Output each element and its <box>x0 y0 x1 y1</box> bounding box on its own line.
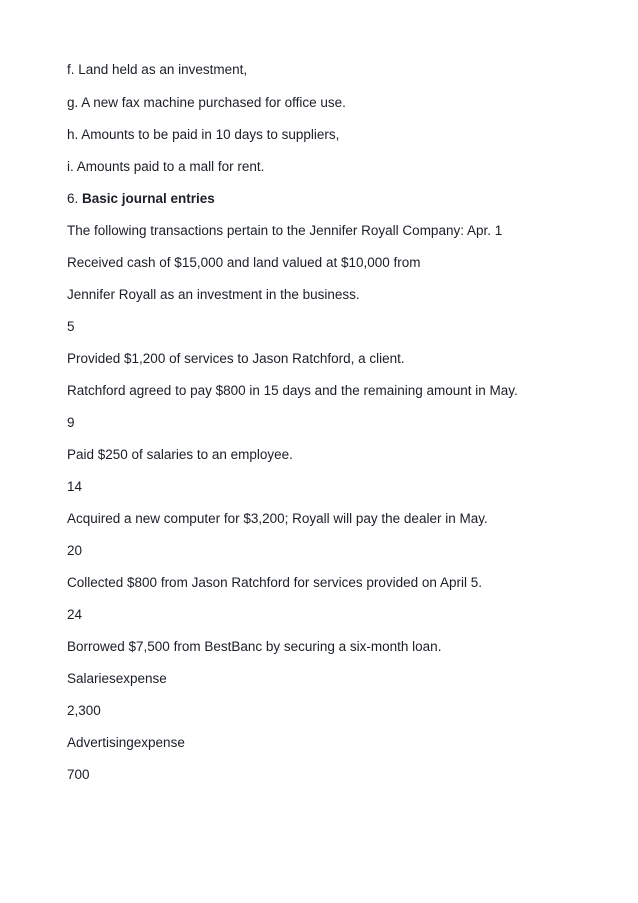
section-title: Basic journal entries <box>82 191 215 206</box>
text-line-date-24: 24 <box>67 607 83 622</box>
text-line-h: h. Amounts to be paid in 10 days to suppliers, <box>67 127 340 142</box>
text-line-advertising-amount: 700 <box>67 767 90 782</box>
text-line-apr1-b: Jennifer Royall as an investment in the business. <box>67 287 360 302</box>
section-number: 6. <box>67 191 83 206</box>
text-line-i: i. Amounts paid to a mall for rent. <box>67 159 265 174</box>
text-line-g: g. A new fax machine purchased for office use. <box>67 95 346 110</box>
text-line-salaries-amount: 2,300 <box>67 703 101 718</box>
text-line-apr20: Collected $800 from Jason Ratchford for services provided on April 5. <box>67 575 482 590</box>
text-line-advertising-label: Advertisingexpense <box>67 735 185 750</box>
text-line-f: f. Land held as an investment, <box>67 62 248 77</box>
text-line-date-14: 14 <box>67 479 83 494</box>
text-line-date-5: 5 <box>67 319 75 334</box>
text-line-apr5-b: Ratchford agreed to pay $800 in 15 days and the remaining amount in May. <box>67 383 518 398</box>
text-line-salaries-label: Salariesexpense <box>67 671 167 686</box>
text-line-apr24: Borrowed $7,500 from BestBanc by securing a six-month loan. <box>67 639 442 654</box>
text-line-apr9: Paid $250 of salaries to an employee. <box>67 447 293 462</box>
section-heading <box>67 190 215 208</box>
text-line-date-20: 20 <box>67 543 83 558</box>
text-line-intro: The following transactions pertain to the Jennifer Royall Company: Apr. 1 <box>67 223 503 238</box>
text-line-date-9: 9 <box>67 415 75 430</box>
text-line-apr1-a: Received cash of $15,000 and land valued at $10,000 from <box>67 255 421 270</box>
text-line-apr14: Acquired a new computer for $3,200; Royall will pay the dealer in May. <box>67 511 488 526</box>
text-line-apr5-a: Provided $1,200 of services to Jason Ratchford, a client. <box>67 351 405 366</box>
